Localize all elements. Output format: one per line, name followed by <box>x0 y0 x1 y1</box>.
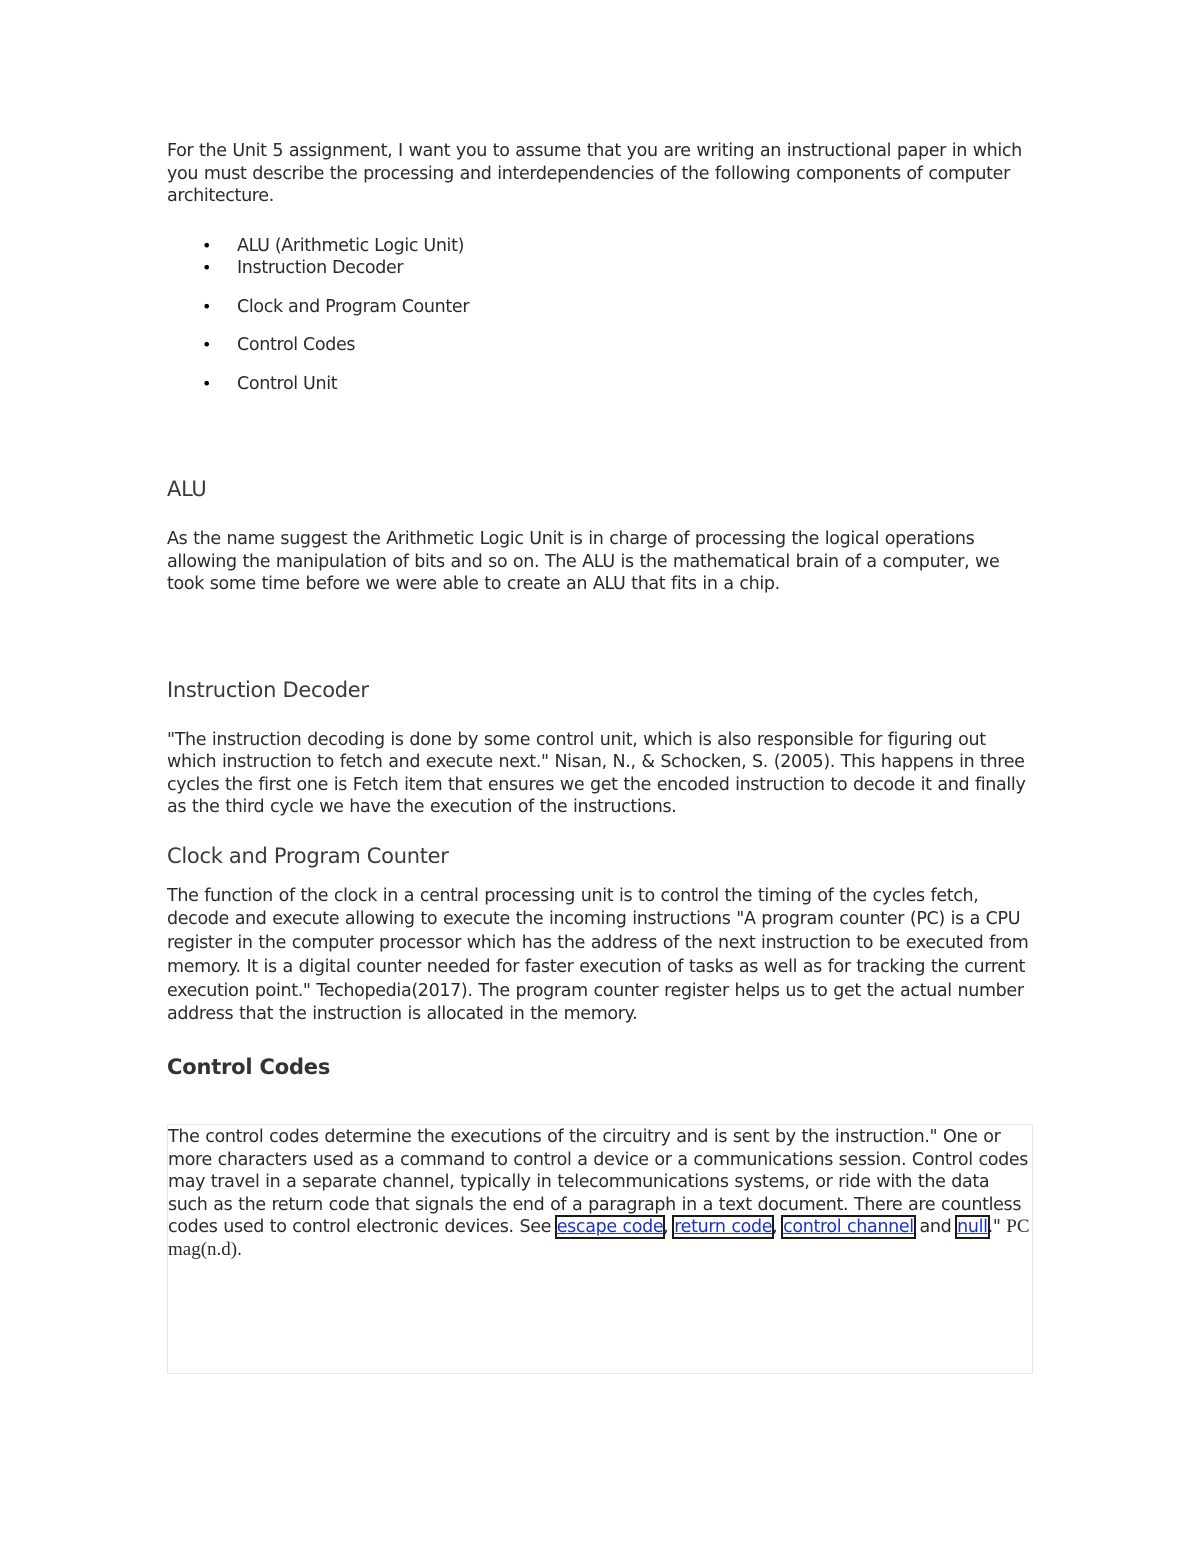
bullet-icon: • <box>202 296 212 316</box>
separator-text: , <box>772 1217 784 1237</box>
section-heading-decoder: Instruction Decoder <box>167 677 369 702</box>
citation-text: PC mag(n.d). <box>168 1216 1030 1260</box>
bullet-icon: • <box>202 258 212 277</box>
separator-text: and <box>913 1217 958 1237</box>
bullet-icon: • <box>202 373 212 393</box>
section-heading-control-codes: Control Codes <box>167 1055 331 1080</box>
bullet-icon: • <box>202 335 212 354</box>
list-item <box>167 334 1033 357</box>
null-link[interactable]: null <box>957 1217 988 1237</box>
section-heading-clock: Clock and Program Counter <box>167 843 449 868</box>
list-item <box>167 296 1033 319</box>
list-item-label: Control Unit <box>237 373 338 394</box>
control-channel-link[interactable]: control channel <box>783 1217 914 1237</box>
document-page <box>167 140 1033 1079</box>
escape-code-link[interactable]: escape code <box>556 1217 664 1237</box>
list-item <box>167 235 1033 258</box>
list-item-label: Clock and Program Counter <box>237 296 470 317</box>
section-body-clock: The function of the clock in a central processing unit is to control the timing of the cycles fetch, decode and execute allowing to execute the incoming instructions "A program counter (PC) is a CPU register in the computer processor which has the address of the next instruction to be executed from memory. It is a digital counter needed for faster execution of tasks as well as for tracking the current execution point." Techopedia(2017). The program counter register helps us to get the actual number address that the instruction is allocated in the memory. <box>167 885 1029 1025</box>
section-body-control-codes <box>168 1126 1032 1261</box>
section-body-alu: As the name suggest the Arithmetic Logic Unit is in charge of processing the logical operations allowing the manipulation of bits and so on. The ALU is the mathematical brain of a computer, we took some time before we were able to create an ALU that fits in a chip. <box>167 529 1000 594</box>
list-item-label: ALU (Arithmetic Logic Unit) <box>237 235 465 256</box>
section-body-decoder: "The instruction decoding is done by some control unit, which is also responsible for figuring out which instruction to fetch and execute next." Nisan, N., & Schocken, S. (2005). This happens in three cycles the first one is Fetch item that ensures we get the encoded instruction to decode it and finally as the third cycle we have the execution of the instructions. <box>167 729 1026 817</box>
separator-text: , <box>663 1217 675 1237</box>
return-code-link[interactable]: return code <box>674 1217 773 1237</box>
list-item-label: Control Codes <box>237 335 356 355</box>
closing-quote-text: ." <box>987 1217 1007 1237</box>
intro-paragraph: For the Unit 5 assignment, I want you to assume that you are writing an instructional paper in which you must describe the processing and interdependencies of the following components of computer architecture. <box>167 141 1022 206</box>
bullet-icon: • <box>202 235 212 255</box>
list-item <box>167 373 1033 396</box>
control-codes-text: The control codes determine the executions of the circuitry and is sent by the instruction." One or more characters used as a command to control a device or a communications session. Control codes may travel in a separate channel, typically in telecommunications systems, or ride with the data such as the return code that signals the end of a paragraph in a text document. There are countless codes used to control electronic devices. See <box>168 1127 1029 1237</box>
control-codes-textbox <box>167 1124 1033 1374</box>
list-item-label: Instruction Decoder <box>237 258 404 278</box>
section-heading-alu: ALU <box>167 477 207 501</box>
components-list <box>167 235 1033 396</box>
list-item <box>167 257 1033 280</box>
